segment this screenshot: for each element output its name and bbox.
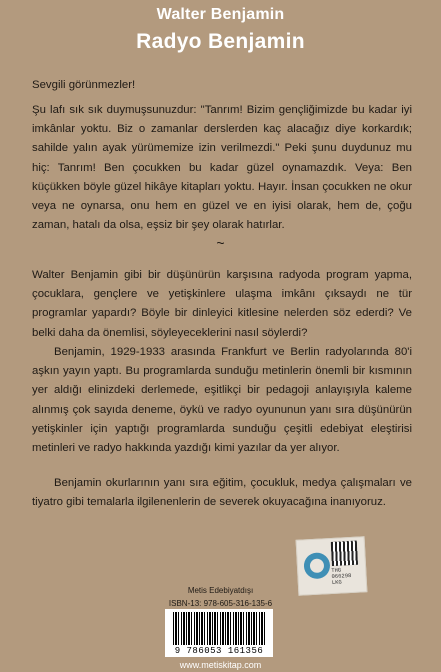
book-title: Radyo Benjamin	[136, 30, 305, 53]
publisher-website: www.metiskitap.com	[179, 660, 262, 670]
paragraph-text-1: Walter Benjamin gibi bir düşünürün karşısına radyoda program yapma, çocuklara, gençlere ve yetişkinlere ulaşma imkânı çıksaydı ne tür programlar yapardı? Böyle bir dinleyici kitlesine nelerden söz ederdi? Ve belki daha da önemlisi, söyleyeceklerini nasıl söylerdi?	[32, 269, 412, 339]
greeting-line: Sevgili görünmezler!	[32, 79, 136, 91]
sticker-code	[331, 566, 362, 586]
author-name: Walter Benjamin	[156, 6, 285, 23]
blurb-paragraph-2	[32, 343, 412, 458]
sticker-logo-icon	[303, 552, 330, 579]
paragraph-text-3: Benjamin okurlarının yanı sıra eğitim, çocukluk, medya çalışmaları ve tiyatro gibi temalarla ilgilenenlerin de severek okuyacağına inanıyoruz.	[32, 477, 412, 509]
qr-code-icon	[331, 541, 358, 566]
blurb-paragraph-3	[32, 474, 412, 512]
isbn-number: ISBN-13: 978-605-316-135-6	[168, 599, 273, 608]
sticker-code-line-1: THG	[331, 566, 342, 575]
barcode-digits: 9 786053 161356	[174, 646, 264, 656]
greeting-text	[32, 76, 412, 95]
sticker-code-line-2: 066298	[331, 571, 352, 581]
paragraph-text-2: Benjamin, 1929-1933 arasında Frankfurt ve Berlin radyolarında 80'i aşkın yayın yaptı. Bu programlarda sunduğu metinlerin önemli bir kısmının yer aldığı elinizdeki derlemede, eşitlikçi bir pedagoji anlayışıyla kaleme alınmış çok sayıda deneme, öykü ve radyo oyununun yanı sıra düşünürün yetişkinler için yaptığı programlarda sunduğu çeşitli edebiyat eleştirisi metinleri ve radyo hakkında yazdığı kimi yazılar da yer alıyor.	[32, 346, 412, 455]
blurb-paragraph-1	[32, 266, 412, 343]
quote-block	[32, 101, 412, 235]
quote-paragraph: Şu lafı sık sık duymuşsunuzdur: "Tanrım! Bizim gençliğimizde bu kadar iyi imkânlar yoktu. Biz o zamanlar derslerden kaç alacağız diye korkardık; sahilde yalın ayak yürümemize izin verilmezdi." Peki şunu duydunuz mu hiç: Tanrım! Ben çocukken bu kadar güzel oynamazdık. Veya: Ben küçükken böyle güzel hikâye kitapları yoktu. Hayır. İnsan çocukken ne okur veya ne oynarsa, onu hem en güzel ve en iyisi olarak, hem de, çoğu zaman, hatalı da olsa, eşsiz bir şey olarak hatırlar.	[32, 104, 412, 232]
isbn-barcode	[165, 609, 273, 657]
section-separator: ~	[216, 235, 225, 251]
barcode-bars-icon	[173, 612, 265, 645]
sticker-code-line-3: LKG	[331, 578, 342, 586]
publisher-name: Metis Edebiyatdışı	[187, 586, 254, 595]
